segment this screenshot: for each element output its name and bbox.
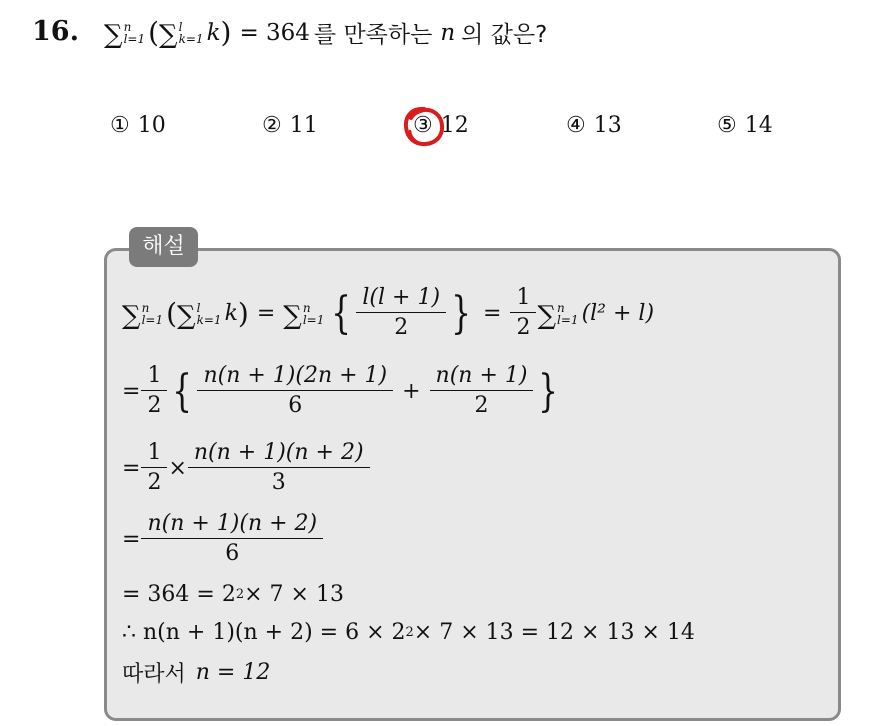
upper-limit: l bbox=[178, 19, 183, 34]
lower-limit: k=1 bbox=[178, 31, 204, 46]
sum-limits bbox=[557, 302, 579, 326]
summand: k bbox=[224, 301, 238, 326]
fraction bbox=[359, 284, 443, 343]
equals-sign: = bbox=[122, 527, 141, 552]
lower-limit: l=1 bbox=[123, 31, 146, 46]
open-paren: ( bbox=[166, 296, 178, 330]
lower-limit: k=1 bbox=[196, 312, 222, 327]
question-variable: n bbox=[440, 19, 456, 46]
equals-sign: = bbox=[256, 301, 276, 326]
denominator: 3 bbox=[188, 467, 370, 498]
sigma-symbol: ∑ bbox=[177, 300, 196, 331]
fraction bbox=[191, 439, 367, 498]
denominator: 6 bbox=[141, 538, 323, 569]
sigma-symbol: ∑ bbox=[104, 19, 123, 50]
answer-circle-mark bbox=[400, 103, 448, 151]
numerator: 1 bbox=[147, 363, 162, 388]
denominator: 2 bbox=[430, 390, 534, 421]
numerator: n(n + 1)(2n + 1) bbox=[203, 363, 388, 388]
expression-tail: × 7 × 13 bbox=[244, 582, 344, 607]
open-brace: { bbox=[172, 365, 193, 417]
exponent: 2 bbox=[405, 625, 414, 640]
upper-limit: n bbox=[302, 300, 311, 315]
choice-marker: ⑤ bbox=[717, 113, 737, 138]
sum-limits-outer bbox=[124, 21, 146, 45]
numerator: n(n + 1) bbox=[435, 363, 528, 388]
choice-value: 10 bbox=[137, 113, 166, 138]
sigma-symbol: ∑ bbox=[159, 19, 178, 50]
fraction-half bbox=[513, 284, 533, 343]
sum-limits-inner bbox=[179, 21, 204, 45]
numerator: l(l + 1) bbox=[362, 285, 441, 310]
choice-value: 11 bbox=[289, 113, 318, 138]
numerator: 1 bbox=[147, 440, 162, 465]
numerator: 1 bbox=[516, 285, 531, 310]
fraction-half bbox=[144, 362, 164, 421]
denominator: 2 bbox=[356, 312, 446, 343]
choice-marker: ① bbox=[110, 113, 130, 138]
open-paren: ( bbox=[148, 15, 160, 49]
sigma-symbol: ∑ bbox=[122, 300, 141, 331]
summand: k bbox=[206, 19, 221, 46]
denominator: 2 bbox=[141, 467, 167, 498]
close-brace: } bbox=[538, 365, 559, 417]
fraction bbox=[144, 510, 320, 569]
close-brace: } bbox=[451, 287, 471, 339]
lower-limit: l=1 bbox=[302, 312, 325, 327]
solution-line-1 bbox=[122, 284, 654, 343]
plus-sign: + bbox=[402, 379, 421, 404]
question-text bbox=[104, 16, 547, 49]
lower-limit: l=1 bbox=[557, 312, 579, 327]
expression: = 364 = 2 bbox=[122, 582, 236, 607]
choice-value: 13 bbox=[593, 113, 622, 138]
fraction bbox=[200, 362, 390, 421]
times-sign: × bbox=[168, 456, 187, 481]
choice-1[interactable] bbox=[110, 113, 166, 138]
upper-limit: n bbox=[123, 19, 132, 34]
denominator: 2 bbox=[141, 390, 167, 421]
close-paren: ) bbox=[237, 296, 249, 330]
upper-limit: l bbox=[196, 300, 201, 315]
solution-line-4 bbox=[122, 510, 324, 569]
choice-5[interactable] bbox=[717, 113, 773, 138]
choice-2[interactable] bbox=[262, 113, 318, 138]
equals-value: = 364 bbox=[239, 19, 310, 46]
choice-value: 12 bbox=[440, 113, 469, 138]
equals-sign: = bbox=[122, 379, 141, 404]
exponent: 2 bbox=[235, 587, 245, 602]
solution-line-2 bbox=[122, 362, 562, 421]
solution-line-5 bbox=[122, 582, 344, 607]
question-korean-2: 의 값은? bbox=[461, 22, 548, 48]
conclusion-value: n = 12 bbox=[195, 660, 271, 685]
choice-4[interactable] bbox=[566, 113, 622, 138]
numerator: n(n + 1)(n + 2) bbox=[147, 511, 318, 536]
numerator: n(n + 1)(n + 2) bbox=[193, 440, 364, 465]
lower-limit: l=1 bbox=[141, 312, 164, 327]
denominator: 6 bbox=[197, 390, 393, 421]
equals-sign: = bbox=[122, 456, 141, 481]
sum-limits bbox=[197, 302, 222, 326]
expression: ∴ n(n + 1)(n + 2) = 6 × 2 bbox=[122, 620, 406, 645]
equals-sign: = bbox=[483, 301, 502, 326]
sigma-symbol: ∑ bbox=[283, 300, 302, 331]
expression-tail: × 7 × 13 = 12 × 13 × 14 bbox=[413, 620, 695, 645]
choice-marker: ③ bbox=[413, 113, 433, 138]
fraction bbox=[433, 362, 531, 421]
upper-limit: n bbox=[557, 300, 565, 315]
close-paren: ) bbox=[220, 15, 232, 49]
solution-line-6 bbox=[122, 620, 695, 645]
choice-marker: ② bbox=[262, 113, 282, 138]
sum-limits bbox=[303, 302, 325, 326]
summand-tail: (l² + l) bbox=[581, 301, 655, 326]
fraction-half bbox=[144, 439, 164, 498]
choice-marker: ④ bbox=[566, 113, 586, 138]
sigma-symbol: ∑ bbox=[537, 300, 557, 331]
denominator: 2 bbox=[510, 312, 536, 343]
conclusion-label: 따라서 bbox=[122, 662, 186, 687]
question-number: 16. bbox=[32, 16, 79, 47]
solution-line-3 bbox=[122, 439, 371, 498]
solution-tag: 해설 bbox=[129, 227, 198, 267]
question-korean-1: 를 만족하는 bbox=[313, 22, 433, 48]
choice-value: 14 bbox=[744, 113, 773, 138]
solution-conclusion bbox=[122, 657, 270, 688]
sum-limits bbox=[142, 302, 164, 326]
upper-limit: n bbox=[141, 300, 150, 315]
open-brace: { bbox=[331, 287, 352, 339]
